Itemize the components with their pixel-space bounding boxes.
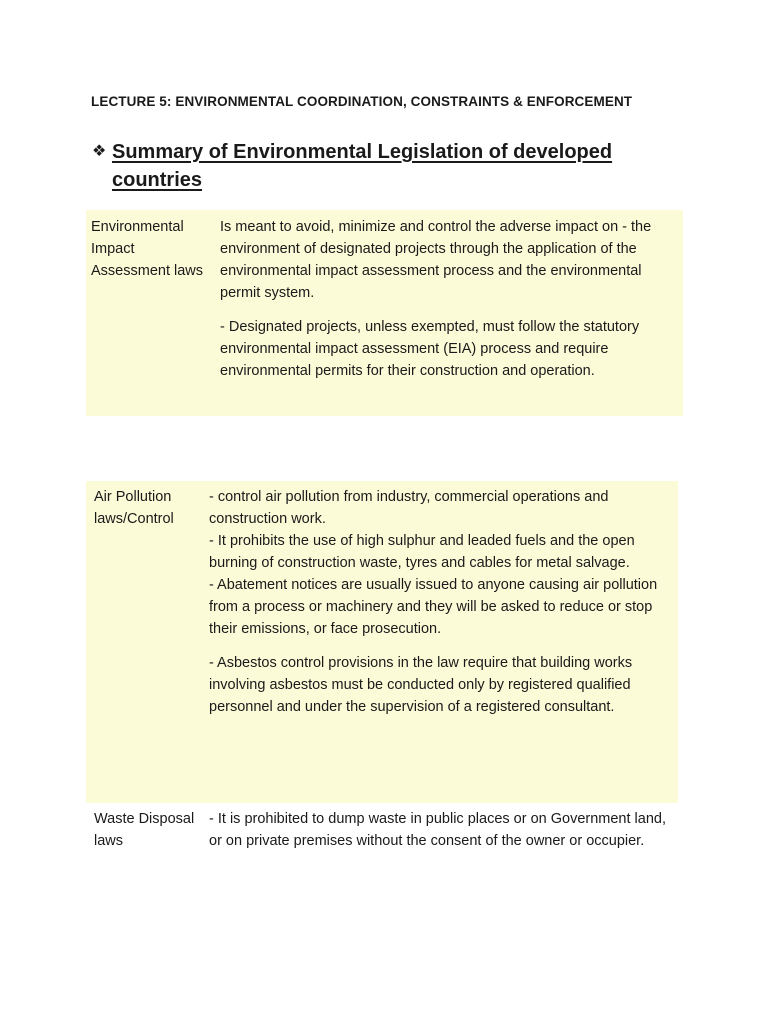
row-description (204, 481, 677, 803)
description-paragraph: - Designated projects, unless exempted, must follow the statutory environmental impact assessment (EIA) process and require environmental permits for their construction and operation. (220, 319, 640, 379)
description-paragraph: - Asbestos control provisions in the law require that building works involving asbestos must be conducted only by registered qualified personnel and under the supervision of a registered consultant. (209, 655, 633, 715)
description-paragraph: Is meant to avoid, minimize and control the adverse impact on - the environment of designated projects through the application of the environmental impact assessment process and the environmental permit system. (220, 219, 652, 301)
legislation-row-waste-disposal (86, 808, 678, 888)
description-paragraph: - It prohibits the use of high sulphur and leaded fuels and the open burning of construction waste, tyres and cables for metal salvage. (209, 533, 635, 571)
row-label: Waste Disposal laws (94, 811, 195, 849)
lecture-title: LECTURE 5: ENVIRONMENTAL COORDINATION, CONSTRAINTS & ENFORCEMENT (91, 94, 633, 109)
row-description (204, 808, 677, 888)
description-paragraph: - control air pollution from industry, commercial operations and construction work. (209, 489, 609, 527)
diamond-bullet-icon: ❖ (92, 143, 107, 160)
row-label: Environmental Impact Assessment laws (91, 219, 204, 279)
description-paragraph: - Abatement notices are usually issued to anyone causing air pollution from a process or machinery and they will be asked to reduce or stop their emissions, or face prosecution. (209, 577, 658, 637)
section-heading-text: Summary of Environmental Legislation of developed countries (112, 141, 613, 191)
row-description (208, 210, 682, 416)
row-label: Air Pollution laws/Control (94, 489, 174, 527)
legislation-row-eia (86, 210, 683, 416)
section-heading (92, 138, 652, 194)
legislation-row-air-pollution (86, 481, 678, 803)
description-paragraph: - It is prohibited to dump waste in public places or on Government land, or on private premises without the consent of the owner or occupier. (209, 811, 666, 849)
